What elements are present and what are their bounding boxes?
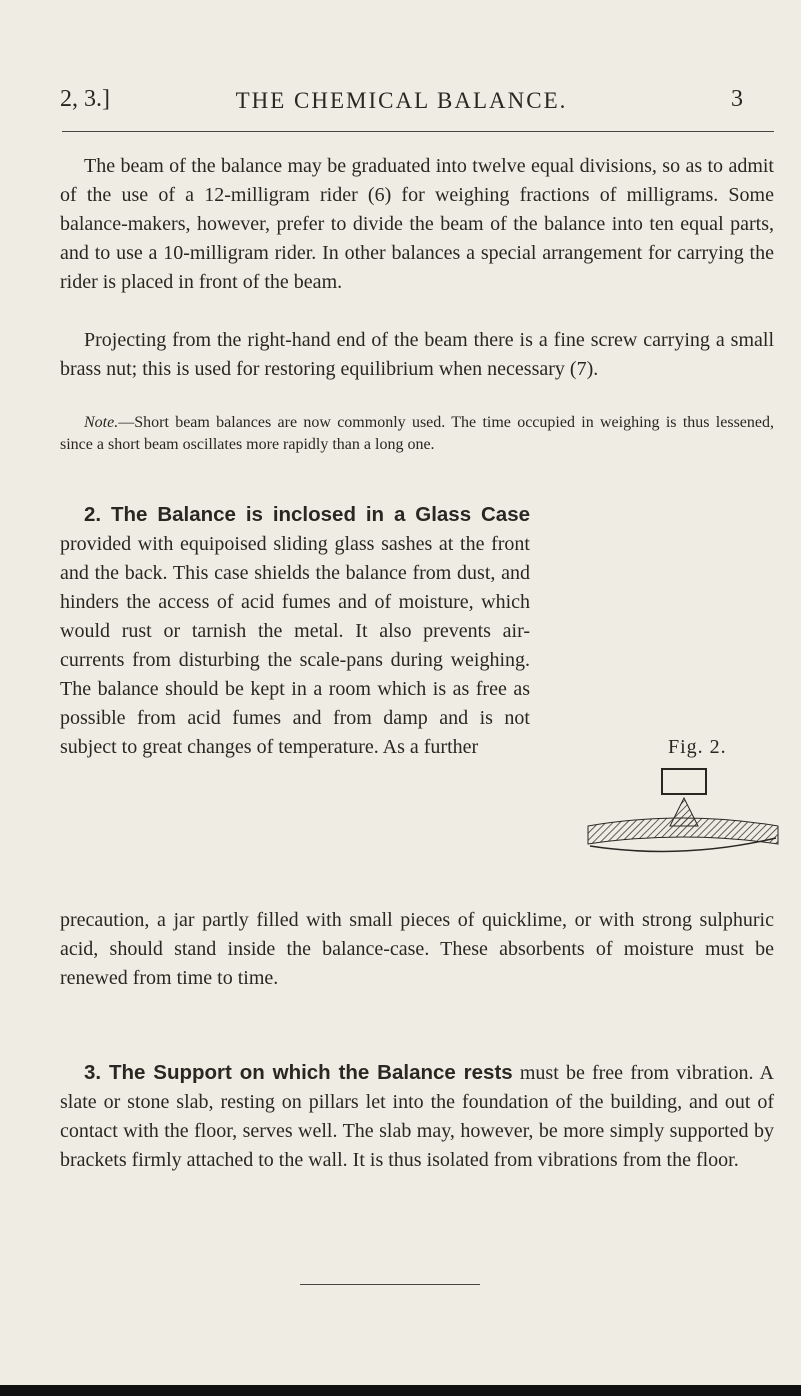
running-header — [60, 86, 743, 116]
scan-edge — [0, 1385, 801, 1396]
section-2-continued: precaution, a jar partly filled with small pieces of quicklime, or with strong sulphuric acid, should stand inside the balance-case. These absorbents of moisture must be renewed from time to time. — [60, 909, 774, 989]
section-2-text-wrapped: provided with equipoised sliding glass sashes at the front and the back. This case shields the balance from dust, and hinders the access of acid fumes and of moisture, which would rust or tarnish the metal. It also prevents air-currents from disturbing the scale-pans during weighing. The balance should be kept in a room which is as free as possible from acid fumes and from damp and is not subject to great changes of temperature. As a further — [60, 533, 530, 758]
section-2-heading: 2. The Balance is inclosed in a Glass Case — [84, 503, 530, 526]
paragraph-beam: The beam of the balance may be graduated into twelve equal divisions, so as to admit of the use of a 12-milligram rider (6) for weighing fractions of milligrams. Some balance-makers, however, prefer to divide the beam of the balance into ten equal parts, and to use a 10-milligram rider. In other balances a special arrangement for carrying the rider is placed in front of the beam. — [60, 155, 774, 293]
note-label: Note. — [84, 414, 119, 431]
section-3-heading: 3. The Support on which the Balance rests — [84, 1061, 513, 1084]
upper-box — [662, 769, 706, 794]
end-rule — [300, 1284, 480, 1285]
glass-case-figure — [582, 768, 782, 888]
base-slab — [588, 818, 778, 844]
section-3-text: must be free from vibration. A slate or stone slab, resting on pillars let into the foundation of the building, and out of contact with the floor, serves well. The slab may, however, be more simply supported by brackets firmly attached to the wall. It is thus isolated from vibrations from the floor. — [60, 1062, 774, 1171]
section-reference: 2, 3.] — [60, 86, 110, 112]
header-rule — [62, 131, 774, 132]
note — [60, 412, 774, 456]
figure-caption: Fig. 2. — [668, 736, 727, 758]
running-title: THE CHEMICAL BALANCE. — [235, 88, 568, 113]
section-3 — [60, 1058, 774, 1175]
paragraph-screw: Projecting from the right-hand end of the beam there is a fine screw carrying a small brass nut; this is used for restoring equilibrium when necessary (7). — [60, 329, 774, 380]
page-number: 3 — [731, 86, 743, 112]
note-text: —Short beam balances are now commonly used. The time occupied in weighing is thus lessened, since a short beam oscillates more rapidly than a long one. — [60, 414, 774, 453]
section-2-wrapped — [60, 500, 530, 762]
